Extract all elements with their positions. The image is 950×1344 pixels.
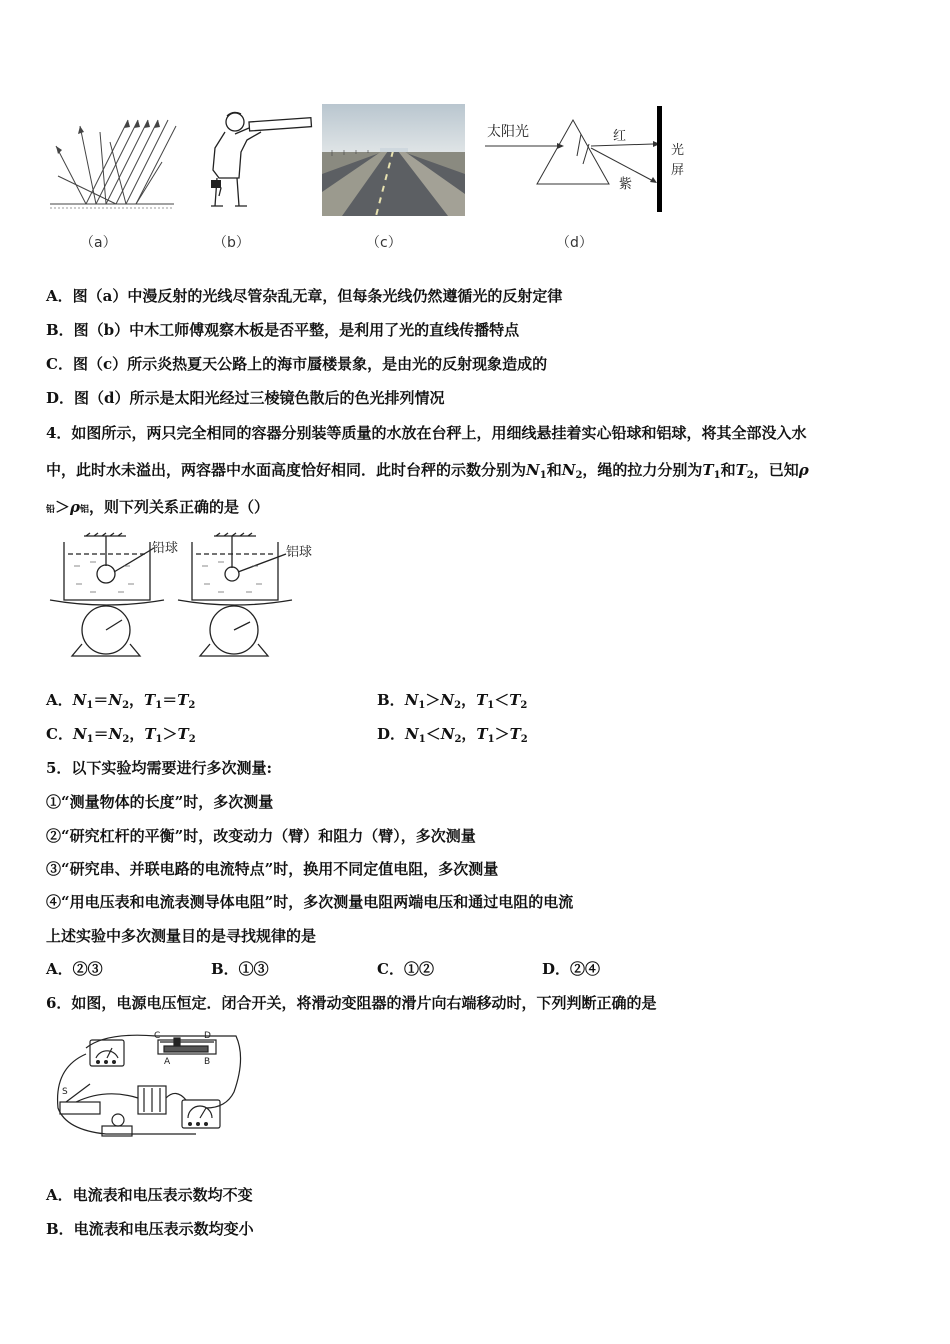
- q6-stem: 6．如图，电源电压恒定．闭合开关，将滑动变阻器的滑片向右端移动时，下列判断正确的是: [46, 994, 657, 1012]
- q5-option-b: B．①③: [211, 960, 269, 978]
- lead-ball-label: 铅球: [152, 541, 179, 556]
- q4-stem-line2: 中，此时水未溢出，两容器中水面高度恰好相同．此时台秤的示数分别为$N_1$和$N_2$，绳的拉力分别为$T_1$和$T_2$，已知ρ: [46, 461, 809, 481]
- screen-label-2: 屏: [671, 163, 685, 178]
- q3-option-a: A．图（a）中漫反射的光线尽管杂乱无章，但每条光线仍然遵循光的反射定律: [46, 287, 563, 305]
- q5-option-c: C．①②: [377, 960, 434, 978]
- q5-question: 上述实验中多次测量目的是寻找规律的是: [46, 927, 317, 945]
- q4-option-c: C．$N_1=N_2$，$T_1>T_2$: [46, 725, 196, 745]
- q3-option-d: D．图（d）所示是太阳光经过三棱镜色散后的色光排列情况: [46, 389, 445, 407]
- figure-a-diffuse-reflection: [46, 112, 178, 212]
- light-screen: [657, 106, 662, 212]
- q4-figure-scales: [46, 532, 326, 660]
- q5-item-1: ①“测量物体的长度”时，多次测量: [46, 793, 274, 811]
- q5-option-a: A．②③: [46, 960, 103, 978]
- q5-stem: 5．以下实验均需要进行多次测量:: [46, 759, 272, 777]
- q3-option-c: C．图（c）所示炎热夏天公路上的海市蜃楼景象，是由光的反射现象造成的: [46, 355, 548, 373]
- red-label: 红: [613, 129, 627, 144]
- figure-d-prism-dispersion: [485, 104, 695, 216]
- q5-item-2: ②“研究杠杆的平衡”时，改变动力（臂）和阻力（臂），多次测量: [46, 827, 476, 845]
- screen-label-1: 光: [671, 143, 685, 158]
- terminal-b-label: B: [204, 1057, 211, 1067]
- switch-s-label: S: [62, 1087, 68, 1097]
- aluminum-ball-label: 铝球: [286, 545, 313, 560]
- figure-a-caption: （a）: [80, 235, 117, 251]
- figure-b-caption: （b）: [213, 235, 250, 251]
- q4-option-a: A．$N_1=N_2$，$T_1=T_2$: [46, 691, 196, 711]
- figure-d-caption: （d）: [556, 235, 593, 251]
- sunlight-label: 太阳光: [487, 124, 529, 140]
- figure-c-caption: （c）: [366, 235, 402, 251]
- figure-b-carpenter: [205, 108, 315, 213]
- terminal-a-label: A: [164, 1057, 171, 1067]
- q5-item-3: ③“研究串、并联电路的电流特点”时，换用不同定值电阻，多次测量: [46, 860, 499, 878]
- q4-stem-line3: 铅＞ρ铝，则下列关系正确的是（）: [46, 498, 270, 516]
- q3-option-b: B．图（b）中木工师傅观察木板是否平整，是利用了光的直线传播特点: [46, 321, 520, 339]
- q6-option-a: A．电流表和电压表示数均不变: [46, 1186, 253, 1204]
- q5-option-d: D．②④: [542, 960, 601, 978]
- terminal-c-label: C: [154, 1031, 161, 1041]
- q4-stem-line1: 4．如图所示，两只完全相同的容器分别装等质量的水放在台秤上，用细线悬挂着实心铅球和铝球，将其全部没入水: [46, 424, 807, 442]
- q6-option-b: B．电流表和电压表示数均变小: [46, 1220, 254, 1238]
- q5-item-4: ④“用电压表和电流表测导体电阻”时，多次测量电阻两端电压和通过电阻的电流: [46, 893, 574, 911]
- q4-option-d: D．$N_1<N_2$，$T_1>T_2$: [377, 725, 528, 745]
- q6-circuit-figure: [46, 1028, 246, 1142]
- figure-c-road-mirage-photo: [322, 104, 465, 216]
- q4-option-b: B．$N_1>N_2$，$T_1<T_2$: [377, 691, 528, 711]
- terminal-d-label: D: [204, 1031, 211, 1041]
- purple-label: 紫: [619, 177, 633, 192]
